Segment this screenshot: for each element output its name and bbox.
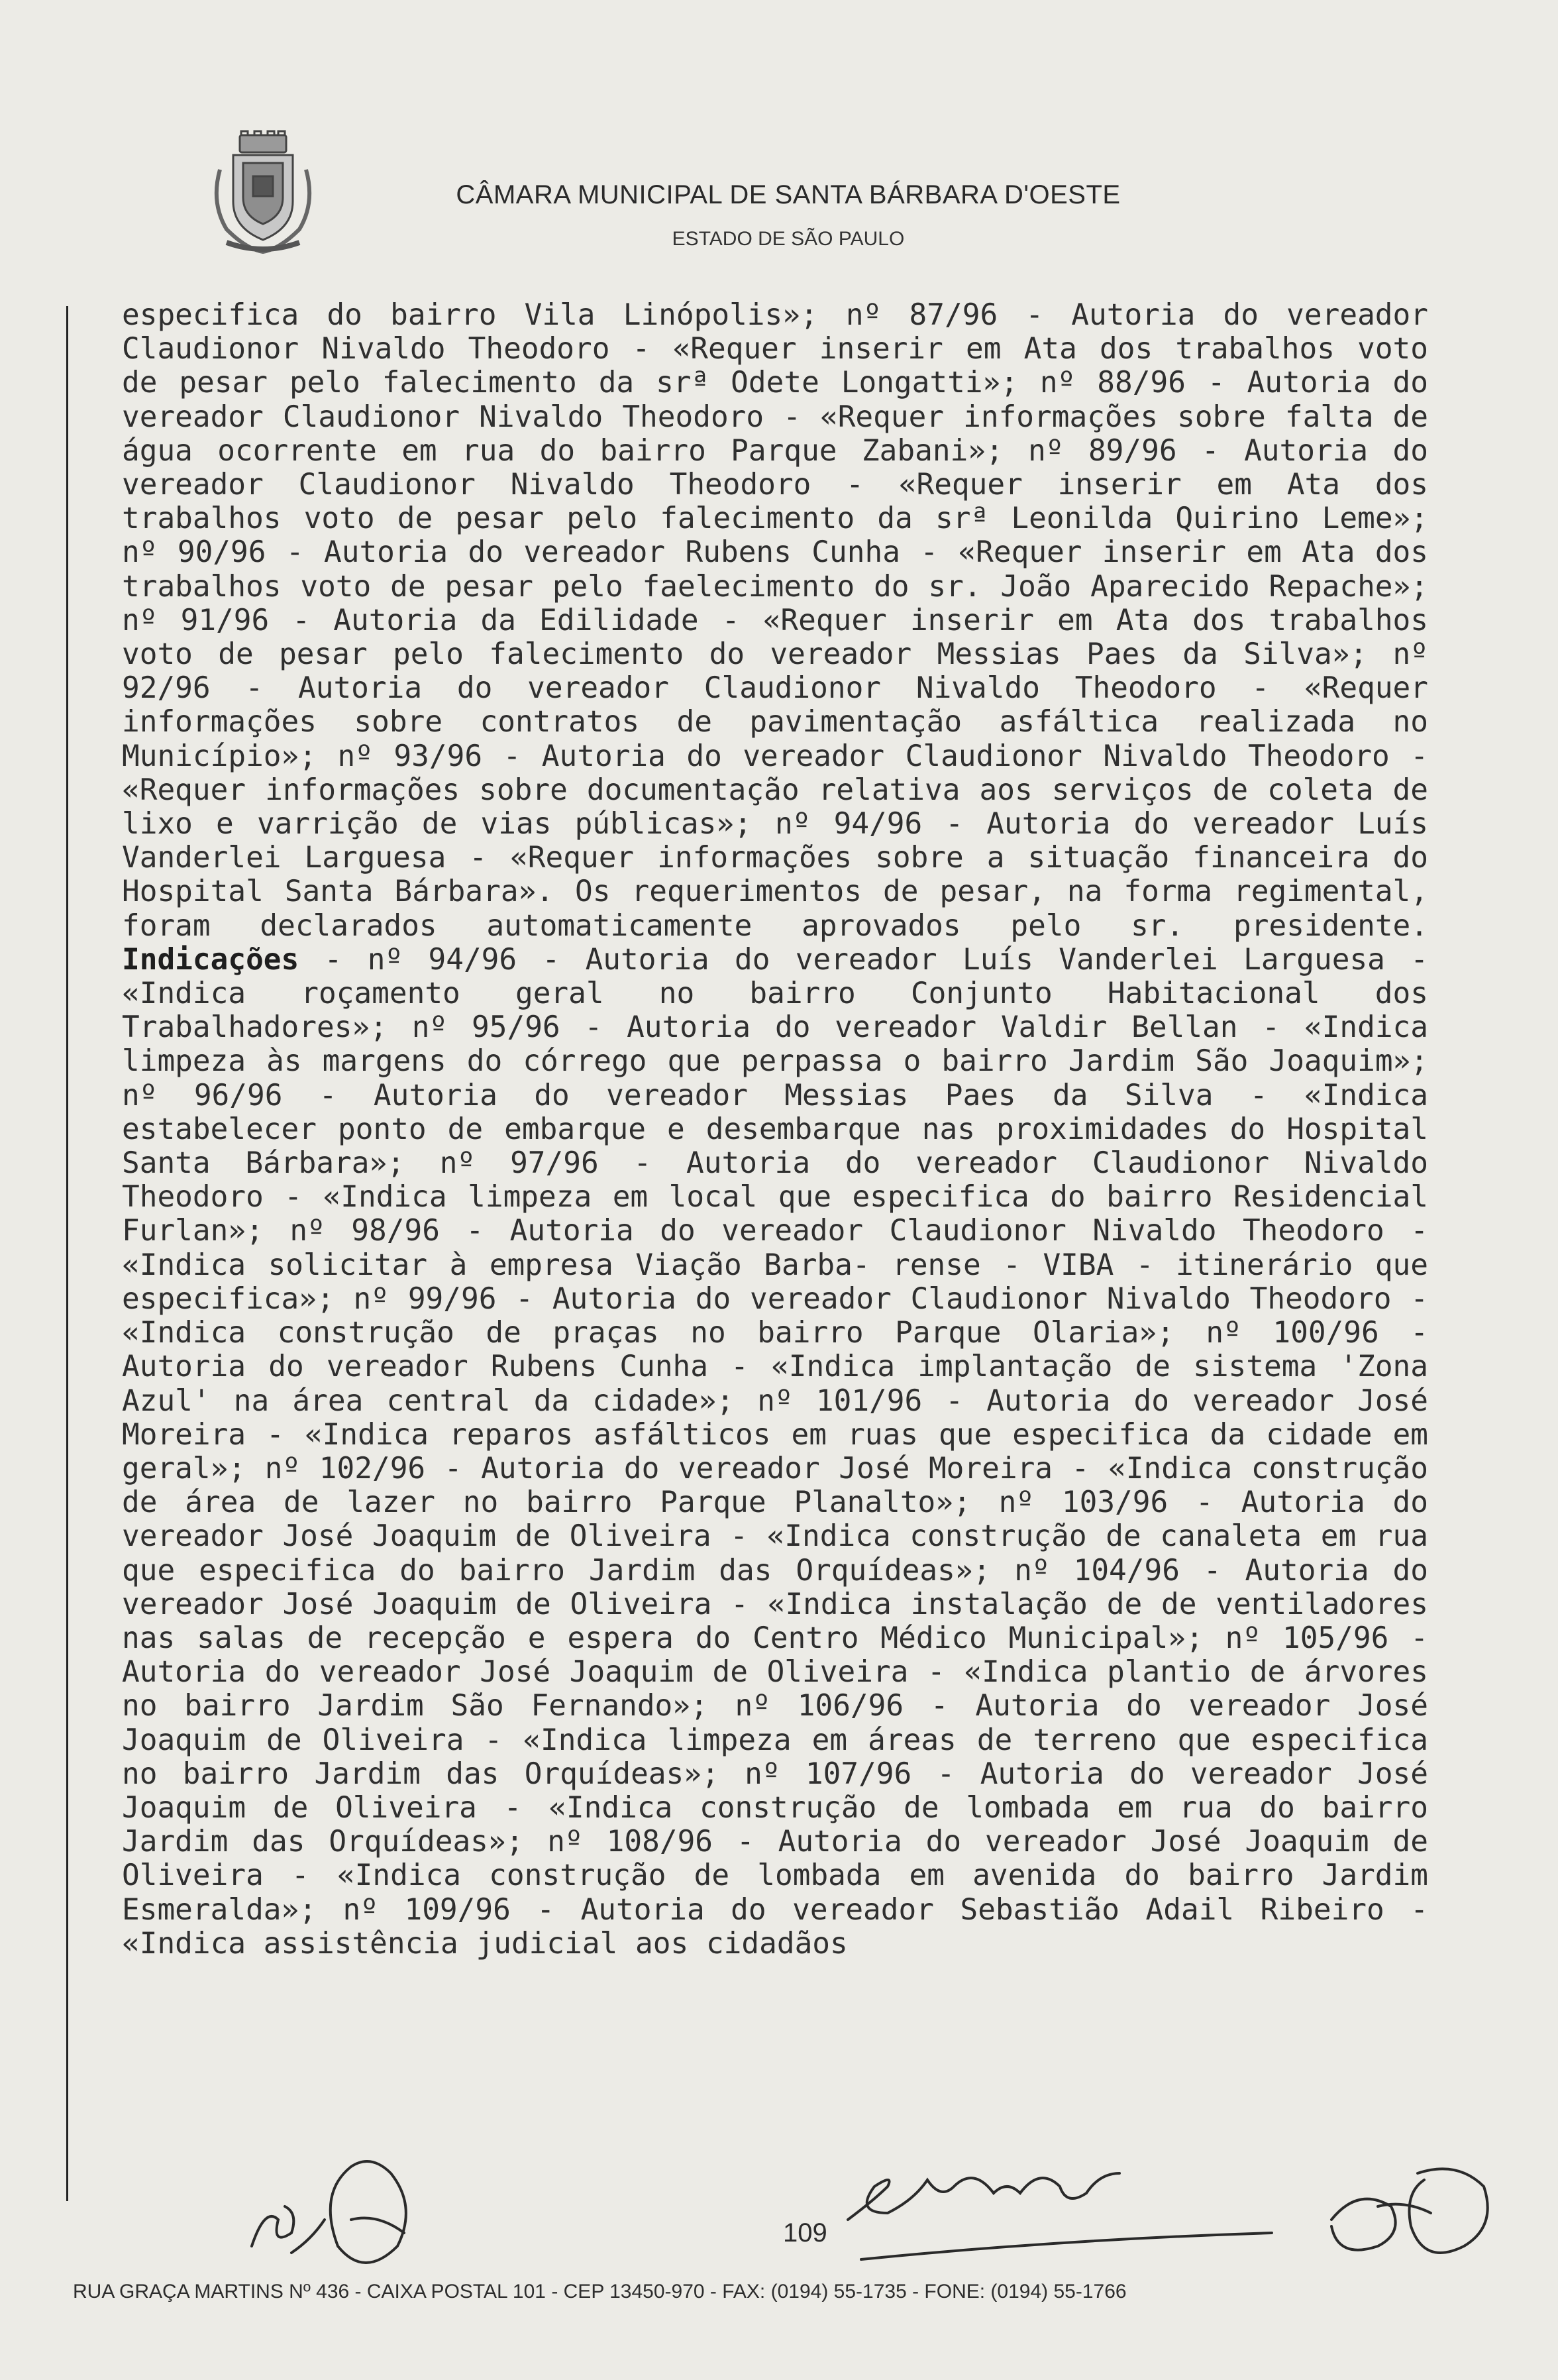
state-subtitle: ESTADO DE SÃO PAULO (672, 228, 905, 250)
requerimentos-text: especifica do bairro Vila Linópolis»; nº 87/96 - Autoria do vereador Claudionor Nivaldo Theodoro - «Requer inserir em Ata dos trabalhos voto de pesar pelo falecimento da srª Odete Longatti»; nº 88/96 - Autoria do vereador Claudionor Nivaldo Theodoro - «Requer informações sobre falta de água ocorrente em rua do bairro Parque Zabani»; nº 89/96 - Autoria do vereador Claudionor Nivaldo Theodoro - «Requer inserir em Ata dos trabalhos voto de pesar pelo falecimento da srª Leonilda Quirino Leme»; nº 90/96 - Autoria do vereador Rubens Cunha - «Requer inserir em Ata dos trabalhos voto de pesar pelo faelecimento do sr. João Aparecido Repache»; nº 91/96 - Autoria da Edilidade - «Requer inserir em Ata dos trabalhos voto de pesar pelo falecimento do vereador Messias Paes da Silva»; nº 92/96 - Autoria do vereador Claudionor Nivaldo Theodoro - «Requer informações sobre contratos de pavimentação asfáltica realizada no Município»; nº 93/96 - Autoria do vereador Claudionor Nivaldo Theodoro - «Requer informações sobre documentação relativa aos serviços de coleta de lixo e varrição de vias públicas»; nº 94/96 - Autoria do vereador Luís Vanderlei Larguesa - «Requer informações sobre a situação financeira do Hospital Santa Bárbara». Os requerimentos de pesar, na forma regimental, foram declarados automaticamente aprovados pelo sr. presidente. (122, 298, 1428, 943)
indicacoes-text: - nº 94/96 - Autoria do vereador Luís Vanderlei Larguesa - «Indica roçamento geral no bairro Conjunto Habitacional dos Trabalhadores»; nº 95/96 - Autoria do vereador Valdir Bellan - «Indica limpeza às margens do córrego que perpassa o bairro Jardim São Joaquim»; nº 96/96 - Autoria do vereador Messias Paes da Silva - «Indica estabelecer ponto de embarque e desembarque nas proximidades do Hospital Santa Bárbara»; nº 97/96 - Autoria do vereador Claudionor Nivaldo Theodoro - «Indica limpeza em local que especifica do bairro Residencial Furlan»; nº 98/96 - Autoria do vereador Claudionor Nivaldo Theodoro - «Indica solicitar à empresa Viação Barba- rense - VIBA - itinerário que especifica»; nº 99/96 - Autoria do vereador Claudionor Nivaldo Theodoro - «Indica construção de praças no bairro Parque Olaria»; nº 100/96 - Autoria do vereador Rubens Cunha - «Indica implantação de sistema 'Zona Azul' na área central da cidade»; nº 101/96 - Autoria do vereador José Moreira - «Indica reparos asfálticos em ruas que especifica da cidade em geral»; nº 102/96 - Autoria do vereador José Moreira - «Indica construção de área de lazer no bairro Parque Planalto»; nº 103/96 - Autoria do vereador José Joaquim de Oliveira - «Indica construção de canaleta em rua que especifica do bairro Jardim das Orquídeas»; nº 104/96 - Autoria do vereador José Joaquim de Oliveira - «Indica instalação de de ventiladores nas salas de recepção e espera do Centro Médico Municipal»; nº 105/96 - Autoria do vereador José Joaquim de Oliveira - «Indica plantio de árvores no bairro Jardim São Fernando»; nº 106/96 - Autoria do vereador José Joaquim de Oliveira - «Indica limpeza em áreas de terreno que especifica no bairro Jardim das Orquídeas»; nº 107/96 - Autoria do vereador José Joaquim de Oliveira - «Indica construção de lombada em rua do bairro Jardim das Orquídeas»; nº 108/96 - Autoria do vereador José Joaquim de Oliveira - «Indica construção de lombada em avenida do bairro Jardim Esmeralda»; nº 109/96 - Autoria do vereador Sebastião Adail Ribeiro - «Indica assistência judicial aos cidadãos (122, 942, 1428, 1961)
minutes-body (122, 298, 1428, 1961)
margin-rule (66, 306, 68, 2201)
page-number: 109 (783, 2218, 827, 2247)
council-title: CÂMARA MUNICIPAL DE SANTA BÁRBARA D'OESTE (456, 180, 1121, 209)
address-footer: RUA GRAÇA MARTINS Nº 436 - CAIXA POSTAL 101 - CEP 13450-970 - FAX: (0194) 55-1735 - FONE: (0194) 55-1766 (73, 2281, 1127, 2302)
indicacoes-heading: Indicações (122, 942, 299, 977)
handwritten-signatures (0, 2107, 1558, 2279)
municipal-crest-icon (207, 130, 319, 256)
